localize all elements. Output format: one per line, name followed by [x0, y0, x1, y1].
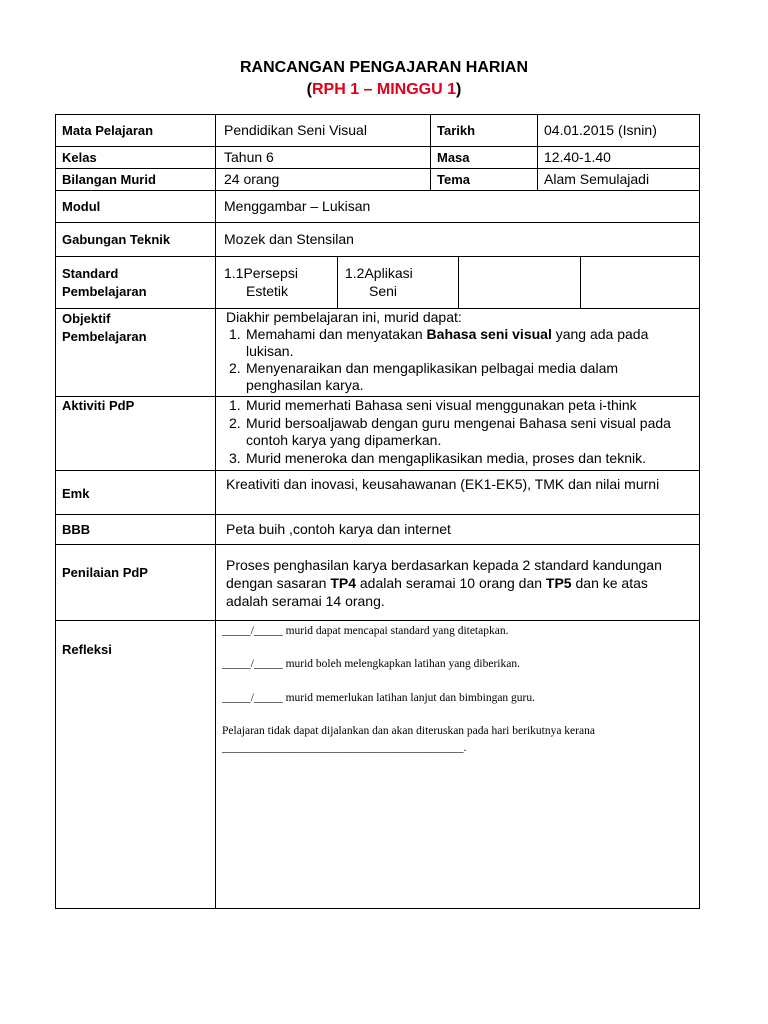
mata-pelajaran-label: Mata Pelajaran: [62, 123, 154, 138]
aktiviti-content: [226, 397, 698, 467]
aktiviti-item: 1. Murid memerhati Bahasa seni visual menggunakan peta i-think: [229, 397, 637, 413]
penilaian-pdp-label: Penilaian PdP: [62, 565, 148, 580]
masa-label: Masa: [437, 150, 470, 165]
refleksi-line-3: _____/_____ murid memerlukan latihan lanjut dan bimbingan guru.: [222, 692, 535, 704]
modul-value: Menggambar – Lukisan: [224, 198, 371, 214]
page-subtitle: (RPH 1 – MINGGU 1): [306, 81, 462, 98]
bilangan-murid-value: 24 orang: [224, 171, 280, 187]
objektif-item: 1. Memahami dan menyatakan Bahasa seni visual yang ada pada lukisan.: [229, 326, 649, 359]
standard-item-2: 1.2Aplikasi Seni: [345, 265, 413, 299]
tarikh-label: Tarikh: [437, 123, 476, 138]
kelas-label: Kelas: [62, 150, 97, 165]
page-title: RANCANGAN PENGAJARAN HARIAN: [239, 59, 528, 76]
refleksi-line-2: _____/_____ murid boleh melengkapkan latihan yang diberikan.: [222, 658, 520, 670]
masa-value: 12.40-1.40: [544, 149, 611, 165]
standard-pembelajaran-label: Standard Pembelajaran: [62, 266, 147, 299]
penilaian-value: Proses penghasilan karya berdasarkan kepada 2 standard kandungan dengan sasaran TP4 adalah seramai 10 orang dan TP5 dan ke atas adalah seramai 14 orang.: [226, 557, 662, 609]
bbb-label: BBB: [62, 522, 91, 537]
objektif-content: Diakhir pembelajaran ini, murid dapat: 1. Memahami dan menyatakan Bahasa seni visual yang ada pada lukisan. 2. Menyenaraikan dan mengaplikasikan pelbagai media dalam penghasilan karya.: [226, 309, 694, 394]
bbb-value: Peta buih ,contoh karya dan internet: [226, 521, 451, 537]
emk-value: Kreativiti dan inovasi, keusahawanan (EK1-EK5), TMK dan nilai murni: [226, 476, 660, 492]
emk-label: Emk: [62, 486, 90, 501]
tema-value: Alam Semulajadi: [544, 171, 650, 187]
aktiviti-item: 3. Murid meneroka dan mengaplikasikan media, proses dan teknik.: [229, 449, 646, 466]
objektif-item: 2. Menyenaraikan dan mengaplikasikan pelbagai media dalam penghasilan karya.: [229, 360, 619, 393]
refleksi-line-1: _____/_____ murid dapat mencapai standard yang ditetapkan.: [222, 625, 509, 637]
refleksi-label: Refleksi: [62, 642, 112, 657]
standard-item-1: 1.1Persepsi Estetik: [224, 265, 298, 299]
tarikh-value: 04.01.2015 (Isnin): [544, 122, 657, 138]
bilangan-murid-label: Bilangan Murid: [62, 172, 156, 187]
rph-week-label: RPH 1 – MINGGU 1: [311, 81, 457, 98]
refleksi-line-4: Pelajaran tidak dapat dijalankan dan akan diteruskan pada hari berikutnya kerana: [222, 725, 595, 737]
tema-label: Tema: [437, 172, 470, 187]
gabungan-teknik-label: Gabungan Teknik: [62, 232, 171, 247]
gabungan-teknik-value: Mozek dan Stensilan: [224, 231, 354, 247]
aktiviti-pdp-label: Aktiviti PdP: [62, 398, 135, 413]
objektif-pembelajaran-label: Objektif Pembelajaran: [62, 311, 147, 344]
modul-label: Modul: [62, 199, 101, 214]
mata-pelajaran-value: Pendidikan Seni Visual: [224, 122, 367, 138]
refleksi-line-5: __________________________________________.: [222, 742, 467, 754]
aktiviti-item: 2. Murid bersoaljawab dengan guru mengenai Bahasa seni visual pada contoh karya yang dipamerkan.: [229, 414, 671, 448]
kelas-value: Tahun 6: [224, 149, 274, 165]
